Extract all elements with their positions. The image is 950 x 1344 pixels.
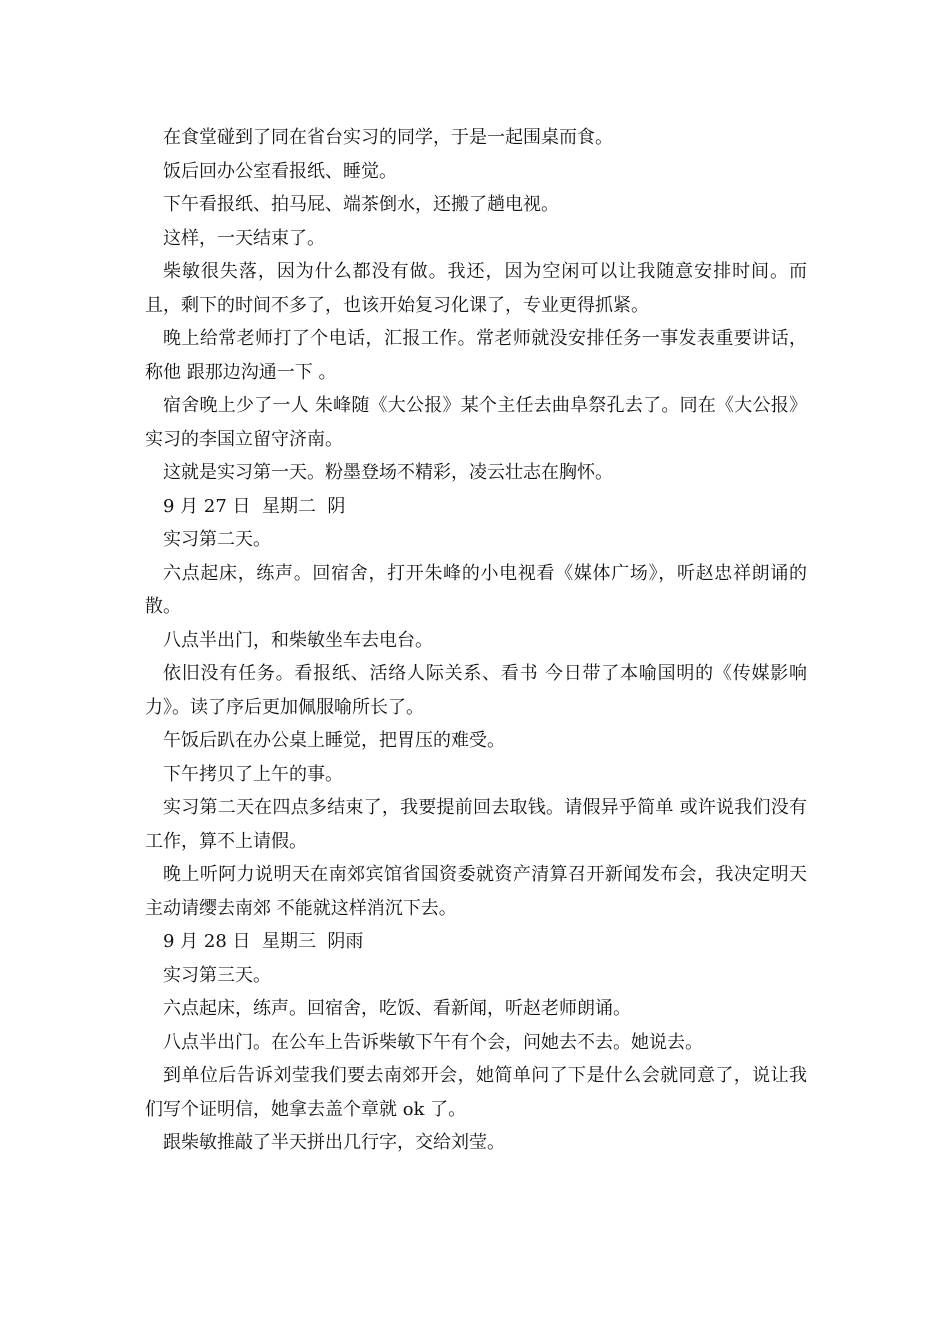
- paragraph: 这就是实习第一天。粉墨登场不精彩，凌云壮志在胸怀。: [163, 462, 613, 483]
- paragraph: 依旧没有任务。看报纸、活络人际关系、看书 今日带了本喻国明的《传媒影响力》。读了序后更加佩服喻所长了。: [145, 663, 807, 718]
- paragraph: 午饭后趴在办公桌上睡觉，把胃压的难受。: [163, 730, 505, 751]
- paragraph: 晚上听阿力说明天在南郊宾馆省国资委就资产清算召开新闻发布会，我决定明天主动请缨去南郊 不能就这样消沉下去。: [145, 864, 807, 919]
- paragraph: 实习第三天。: [163, 964, 271, 986]
- date-heading: 9 月 28 日 星期三 阴雨: [163, 931, 364, 952]
- paragraph: 这样，一天结束了。: [163, 227, 325, 249]
- paragraph: 八点半出门，和柴敏坐车去电台。: [163, 629, 433, 651]
- paragraph: 六点起床，练声。回宿舍，吃饭、看新闻，听赵老师朗诵。: [163, 998, 631, 1019]
- paragraph: 八点半出门。在公车上告诉柴敏下午有个会，问她去不去。她说去。: [163, 1031, 703, 1053]
- date-heading: 9 月 27 日 星期二 阴: [163, 495, 346, 517]
- paragraph: 饭后回办公室看报纸、睡觉。: [163, 160, 397, 182]
- paragraph: 实习第二天。: [163, 529, 271, 550]
- paragraph: 宿舍晚上少了一人 朱峰随《大公报》某个主任去曲阜祭孔去了。同在《大公报》实习的李国立留守济南。: [145, 395, 807, 450]
- paragraph: 下午拷贝了上午的事。: [163, 763, 343, 785]
- paragraph: 实习第二天在四点多结束了，我要提前回去取钱。请假异乎简单 或许说我们没有工作，算不上请假。: [145, 797, 807, 852]
- paragraph: 晚上给常老师打了个电话，汇报工作。常老师就没安排任务一事发表重要讲话，称他 跟那边沟通一下 。: [145, 328, 807, 383]
- document-body: [145, 121, 807, 1160]
- paragraph: 跟柴敏推敲了半天拼出几行字，交给刘莹。: [163, 1132, 505, 1153]
- paragraph: 在食堂碰到了同在省台实习的同学，于是一起围桌而食。: [163, 127, 613, 148]
- paragraph: 柴敏很失落，因为什么都没有做。我还，因为空闲可以让我随意安排时间。而且，剩下的时间不多了，也该开始复习化课了，专业更得抓紧。: [145, 261, 807, 316]
- paragraph: 到单位后告诉刘莹我们要去南郊开会，她简单问了下是什么会就同意了，说让我们写个证明信，她拿去盖个章就 ok 了。: [145, 1065, 807, 1120]
- paragraph: 六点起床，练声。回宿舍，打开朱峰的小电视看《媒体广场》，听赵忠祥朗诵的散。: [145, 562, 807, 617]
- paragraph: 下午看报纸、拍马屁、端茶倒水，还搬了趟电视。: [163, 194, 559, 215]
